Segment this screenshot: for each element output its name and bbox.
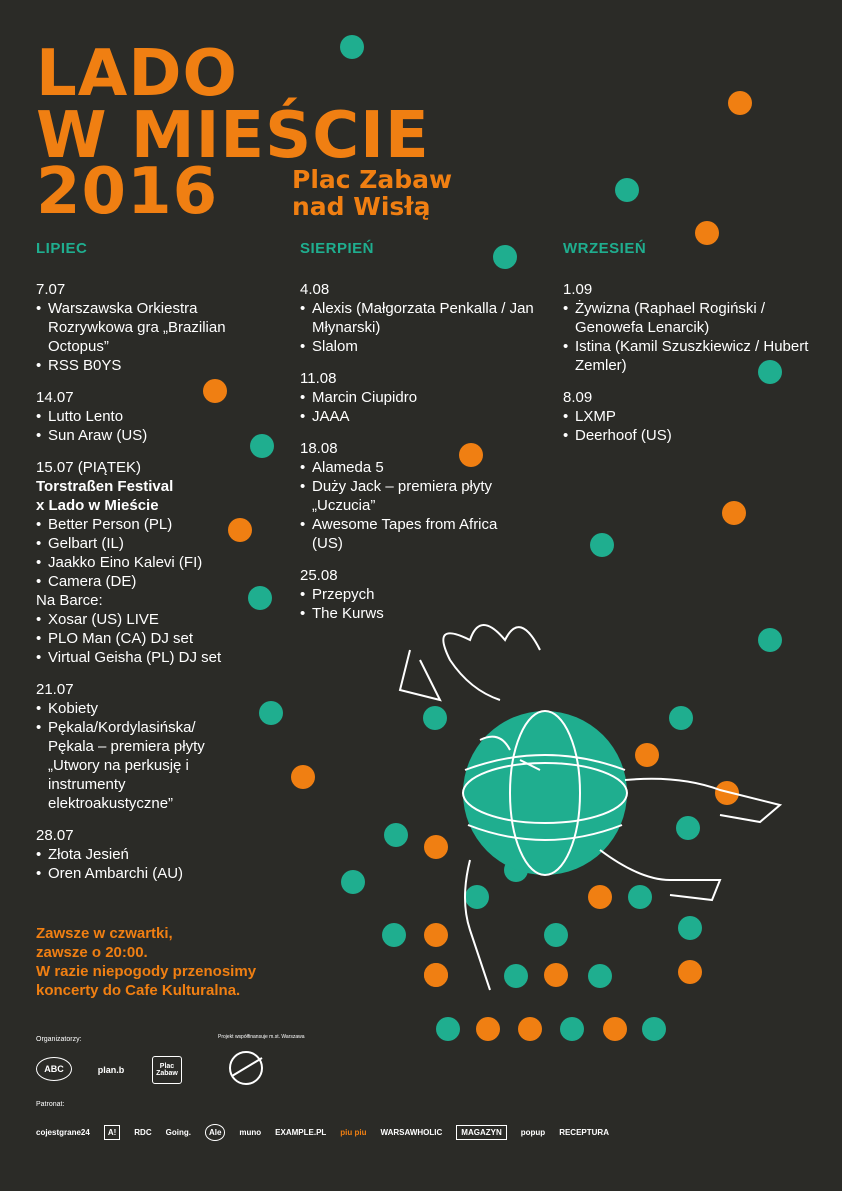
patron-logo: EXAMPLE.PL [275,1127,327,1137]
list-item: • Żywizna (Raphael Rogiński / Genowefa Lenarcik) [563,299,813,337]
list-item: • Alexis (Małgorzata Penkalla / Jan Młynarski) [300,299,545,337]
list-item: • Alameda 5 [300,458,545,477]
event-date: 1.09 [563,281,593,298]
warsaw-partner-icon [222,1046,274,1090]
event-date: 28.07 [36,827,74,844]
list-item: • Virtual Geisha (PL) DJ set [36,648,271,667]
abc-logo: ABC [36,1057,72,1081]
event-date: 4.08 [300,281,330,298]
festival-name: x Lado w Mieście [36,497,159,514]
list-item: • Duży Jack – premiera płyty „Uczucia” [300,477,545,515]
list-item: • Sun Araw (US) [36,426,271,445]
title-line-1: LADO [36,37,238,111]
list-item: • The Kurws [300,604,545,623]
patron-logo: Going. [165,1127,191,1137]
patron-logo: popup [520,1127,546,1137]
note-line: W razie niepogody przenosimy [36,963,257,980]
schedule-note [36,924,256,1000]
list-item: • Deerhoof (US) [563,426,813,445]
list-item: • Warszawska Orkiestra Rozrywkowa gra „Brazilian Octopus” [36,299,271,356]
event-date: 8.09 [563,389,593,406]
list-item: • Istina (Kamil Szuszkiewicz / Hubert Zemler) [563,337,813,375]
note-line: zawsze o 20:00. [36,944,148,961]
patron-logo: piu piu [340,1127,367,1137]
venue-line-2: nad Wisłą [292,192,431,221]
month-sierpien: SIERPIEŃ [300,240,375,257]
festival-name: Torstraßen Festival [36,478,174,495]
month-lipiec: LIPIEC [36,240,88,257]
note-line: koncerty do Cafe Kulturalna. [36,982,241,999]
list-item: • Gelbart (IL) [36,534,271,553]
column-sierpien [300,280,545,623]
patron-logo: Ale [205,1124,225,1141]
list-item: • Camera (DE) [36,572,271,591]
event-date: 18.08 [300,440,338,457]
patron-logos [36,1122,806,1142]
list-item: • Przepych [300,585,545,604]
list-item: • LXMP [563,407,813,426]
list-item: • RSS B0YS [36,356,271,375]
globe-character-icon [400,625,780,990]
title-line-2: W MIEŚCIE [36,99,430,173]
list-item: • Lutto Lento [36,407,271,426]
planb-logo: plan.b [97,1065,125,1075]
patron-label: Patronat: [36,1101,65,1108]
patron-logo: RDC [134,1127,152,1137]
organizers-label: Organizatorzy: [36,1036,82,1043]
event-date: 14.07 [36,389,74,406]
list-item: • JAAA [300,407,545,426]
patron-logo: cojestgrane24 [36,1127,90,1137]
event-date: 25.08 [300,567,338,584]
venue-subtitle [292,166,452,220]
list-item: • Xosar (US) LIVE [36,610,271,629]
venue-line-1: Plac Zabaw [292,165,453,194]
plac-zabaw-logo: Plac Zabaw [152,1056,182,1084]
list-item: • Złota Jesień [36,845,271,864]
event-date: 11.08 [300,370,337,387]
list-item: • Pękala/Kordylasińska/ Pękala – premiera płyty „Utwory na perkusję i instrumenty elektroakustyczne” [36,718,238,813]
list-item: • Marcin Ciupidro [300,388,545,407]
patron-logo: MAGAZYN [456,1125,506,1140]
list-item: • Oren Ambarchi (AU) [36,864,271,883]
event-date: 7.07 [36,281,66,298]
barka-label: Na Barce: [36,592,103,609]
column-lipiec [36,280,271,883]
event-date: 15.07 (PIĄTEK) [36,459,142,476]
list-item: • Better Person (PL) [36,515,271,534]
list-item: • Jaakko Eino Kalevi (FI) [36,553,271,572]
event-date: 21.07 [36,681,74,698]
month-wrzesien: WRZESIEŃ [563,240,647,257]
list-item: • PLO Man (CA) DJ set [36,629,271,648]
column-wrzesien [563,280,813,445]
partner-label: Projekt współfinansuje m.st. Warszawa [218,1034,305,1040]
note-line: Zawsze w czwartki, [36,925,173,942]
patron-logo: A! [104,1125,120,1140]
list-item: • Slalom [300,337,545,356]
title-year: 2016 [36,155,219,229]
list-item: • Awesome Tapes from Africa (US) [300,515,512,553]
patron-logo: WARSAWHOLIC [380,1127,443,1137]
list-item: • Kobiety [36,699,271,718]
patron-logo: RECEPTURA [559,1127,609,1137]
patron-logo: muno [239,1127,262,1137]
